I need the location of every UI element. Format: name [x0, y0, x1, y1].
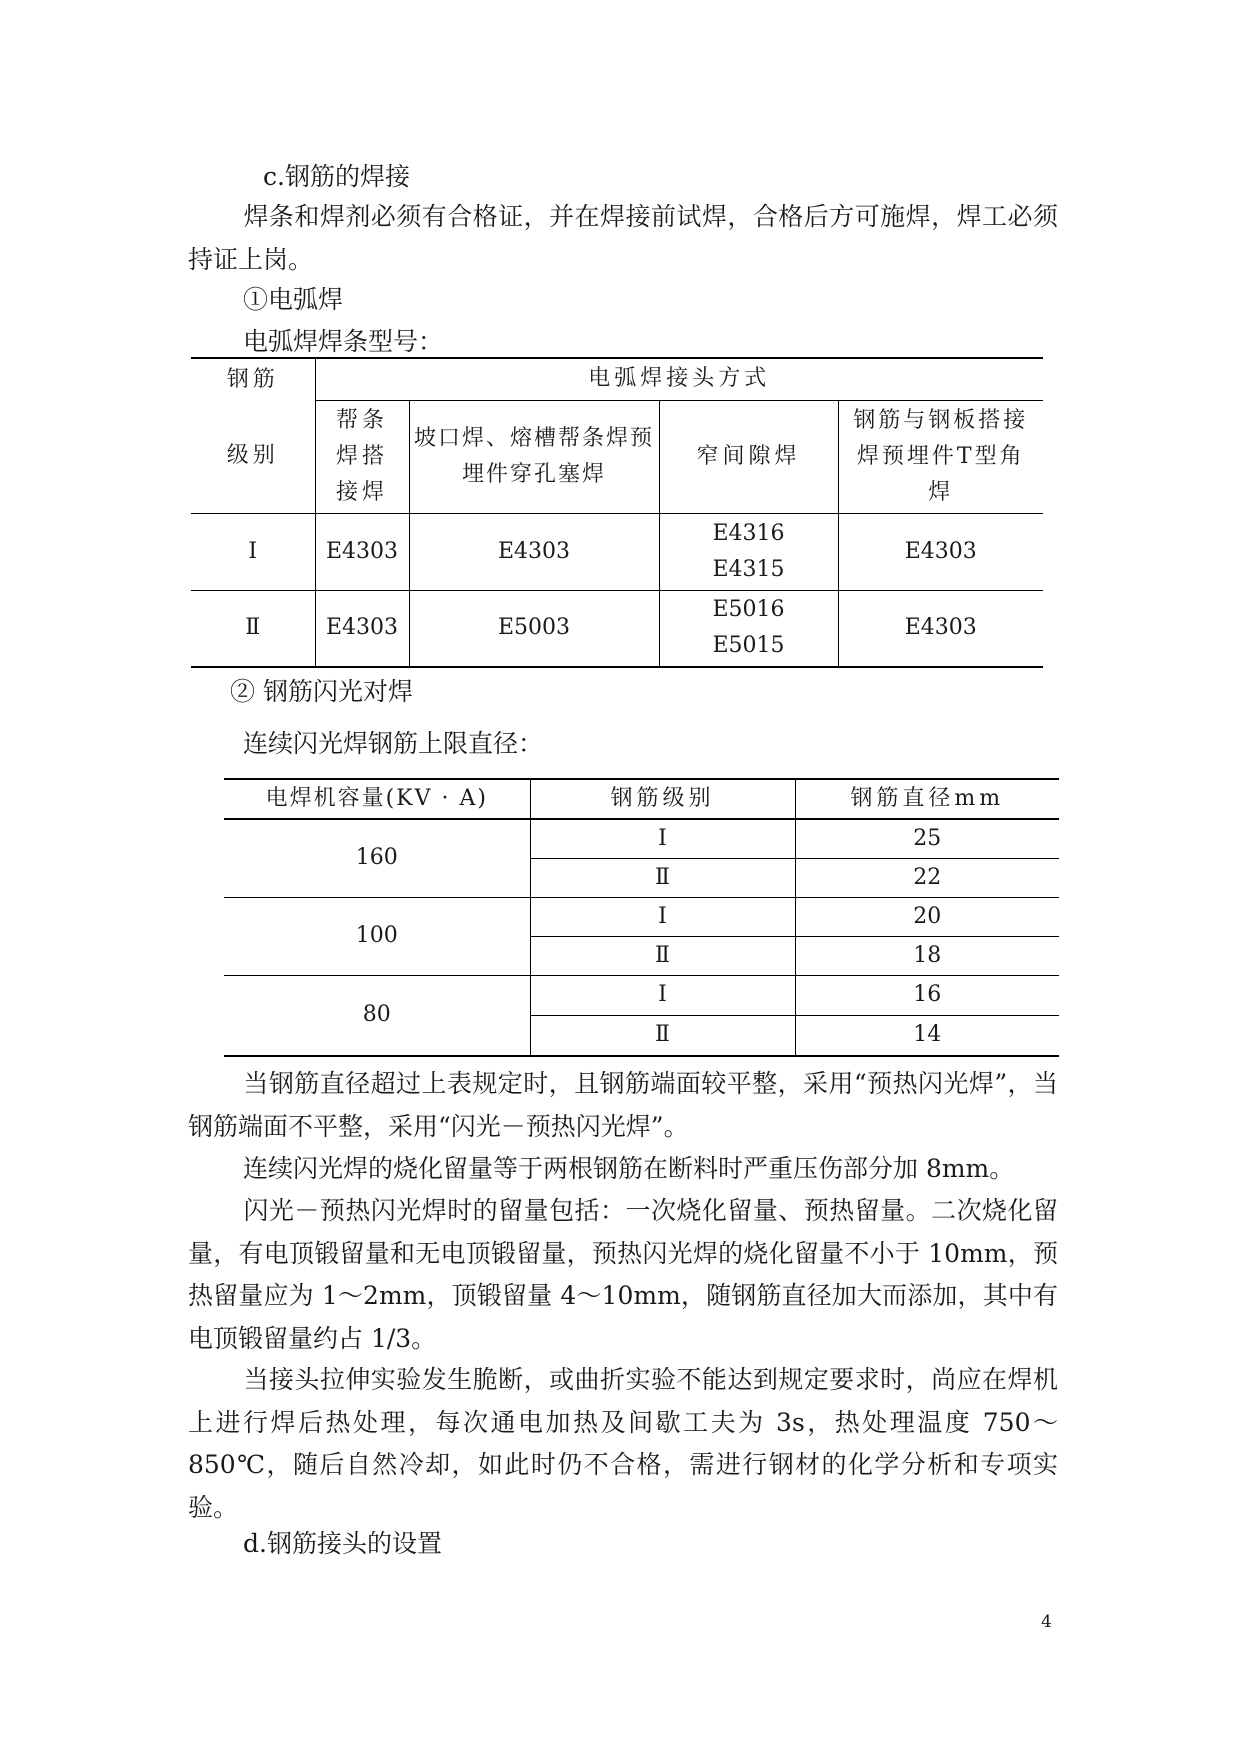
arc-col4-line: 钢筋与钢板搭接: [853, 407, 1029, 433]
flash-grade: Ⅱ: [530, 858, 795, 897]
arc-row-c4: E4303: [904, 615, 977, 641]
arc-table-caption: 电弧焊焊条型号：: [243, 327, 444, 356]
flash-table-row: [224, 819, 1059, 858]
arc-row-c3b: E4315: [712, 556, 785, 582]
arc-col4-line: 焊预埋件T型角: [856, 443, 1025, 469]
flash-grade: Ⅰ: [530, 819, 795, 858]
arc-header-grade-top: 钢筋: [191, 358, 315, 400]
flash-diameter: 22: [795, 858, 1059, 897]
page-number: 4: [1041, 1612, 1052, 1632]
arc-welding-heading: ①电弧焊: [243, 285, 344, 314]
arc-table-row: [191, 513, 1043, 590]
section-heading-d: d.钢筋接头的设置: [243, 1529, 442, 1558]
flash-header-capacity: 电焊机容量(KV · A): [224, 779, 530, 819]
arc-welding-table: [191, 357, 1043, 668]
arc-col4-line: 焊: [928, 479, 954, 505]
arc-header-grade-bottom: 级别: [191, 400, 315, 513]
arc-header-col3: 窄间隙焊: [659, 400, 838, 513]
arc-col1-line: 接焊: [335, 479, 388, 505]
arc-row-c2: E4303: [409, 513, 659, 590]
flash-table-caption: 连续闪光焊钢筋上限直径：: [243, 729, 544, 758]
flash-grade: Ⅰ: [530, 975, 795, 1015]
flash-welding-table: [224, 778, 1059, 1057]
arc-row-grade: Ⅱ: [191, 590, 315, 667]
allowance-text: 闪光－预热闪光焊时的留量包括：一次烧化留量、预热留量。二次烧化留量，有电顶锻留量和无电顶锻留量，预热闪光焊的烧化留量不小于 10mm，预热留量应为 1～2mm，顶锻留量 4～10mm，随钢筋直径加大而添加，其中有电顶锻留量约占 1/3。: [188, 1196, 1058, 1353]
burn-off-text: 连续闪光焊的烧化留量等于两根钢筋在断料时严重压伤部分加 8mm。: [243, 1154, 1015, 1183]
arc-col2-line: 埋件穿孔塞焊: [461, 461, 606, 487]
arc-row-c1: E4303: [315, 590, 409, 667]
flash-table-row: [224, 975, 1059, 1015]
welding-requirement-paragraph: [188, 196, 1058, 281]
preheat-flash-paragraph: [188, 1063, 1058, 1148]
welding-requirement-text: 焊条和焊剂必须有合格证，并在焊接前试焊，合格后方可施焊，焊工必须持证上岗。: [188, 202, 1058, 274]
allowance-paragraph: [188, 1190, 1058, 1360]
flash-diameter: 16: [795, 975, 1059, 1015]
section-heading-c: c.钢筋的焊接: [263, 162, 410, 191]
arc-row-c3b: E5015: [712, 633, 785, 659]
arc-row-grade: Ⅰ: [191, 513, 315, 590]
arc-row-c3a: E4316: [712, 520, 785, 546]
arc-row-c4: E4303: [838, 513, 1043, 590]
flash-diameter: 14: [913, 1022, 942, 1048]
arc-col1-line: 帮条: [335, 407, 388, 433]
heat-treatment-paragraph: [188, 1359, 1058, 1529]
flash-capacity: 80: [224, 975, 530, 1056]
arc-row-c3a: E5016: [712, 597, 785, 623]
flash-header-diameter: 钢筋直径mm: [795, 779, 1059, 819]
flash-diameter: 25: [795, 819, 1059, 858]
flash-grade: Ⅱ: [530, 936, 795, 975]
heat-treatment-text: 当接头拉伸实验发生脆断，或曲折实验不能达到规定要求时，尚应在焊机上进行焊后热处理，每次通电加热及间歇工夫为 3s，热处理温度 750～850℃，随后自然冷却，如此时仍不合格，需进行钢材的化学分析和专项实验。: [188, 1365, 1058, 1522]
flash-capacity: 100: [224, 897, 530, 975]
flash-welding-heading: ② 钢筋闪光对焊: [230, 677, 413, 706]
flash-grade: Ⅱ: [530, 1015, 795, 1056]
arc-header-group: 电弧焊接头方式: [315, 358, 1043, 400]
flash-diameter: 18: [795, 936, 1059, 975]
flash-header-grade: 钢筋级别: [530, 779, 795, 819]
arc-col1-line: 焊搭: [335, 443, 388, 469]
arc-row-c3: [659, 513, 838, 590]
preheat-flash-text: 当钢筋直径超过上表规定时，且钢筋端面较平整，采用“预热闪光焊”，当钢筋端面不平整，采用“闪光－预热闪光焊”。: [188, 1069, 1058, 1141]
arc-row-c3: [659, 590, 838, 667]
arc-header-col1: [315, 400, 409, 513]
flash-diameter: 20: [795, 897, 1059, 936]
burn-off-paragraph: [188, 1148, 1058, 1191]
arc-header-col4: [838, 400, 1043, 513]
flash-table-row: [224, 897, 1059, 936]
arc-col2-line: 坡口焊、熔槽帮条焊预: [413, 425, 654, 451]
arc-row-c2: E5003: [409, 590, 659, 667]
arc-header-col2: [409, 400, 659, 513]
arc-table-row: [191, 590, 1043, 667]
arc-row-c1: E4303: [315, 513, 409, 590]
flash-grade: Ⅰ: [530, 897, 795, 936]
flash-capacity: 160: [224, 819, 530, 897]
